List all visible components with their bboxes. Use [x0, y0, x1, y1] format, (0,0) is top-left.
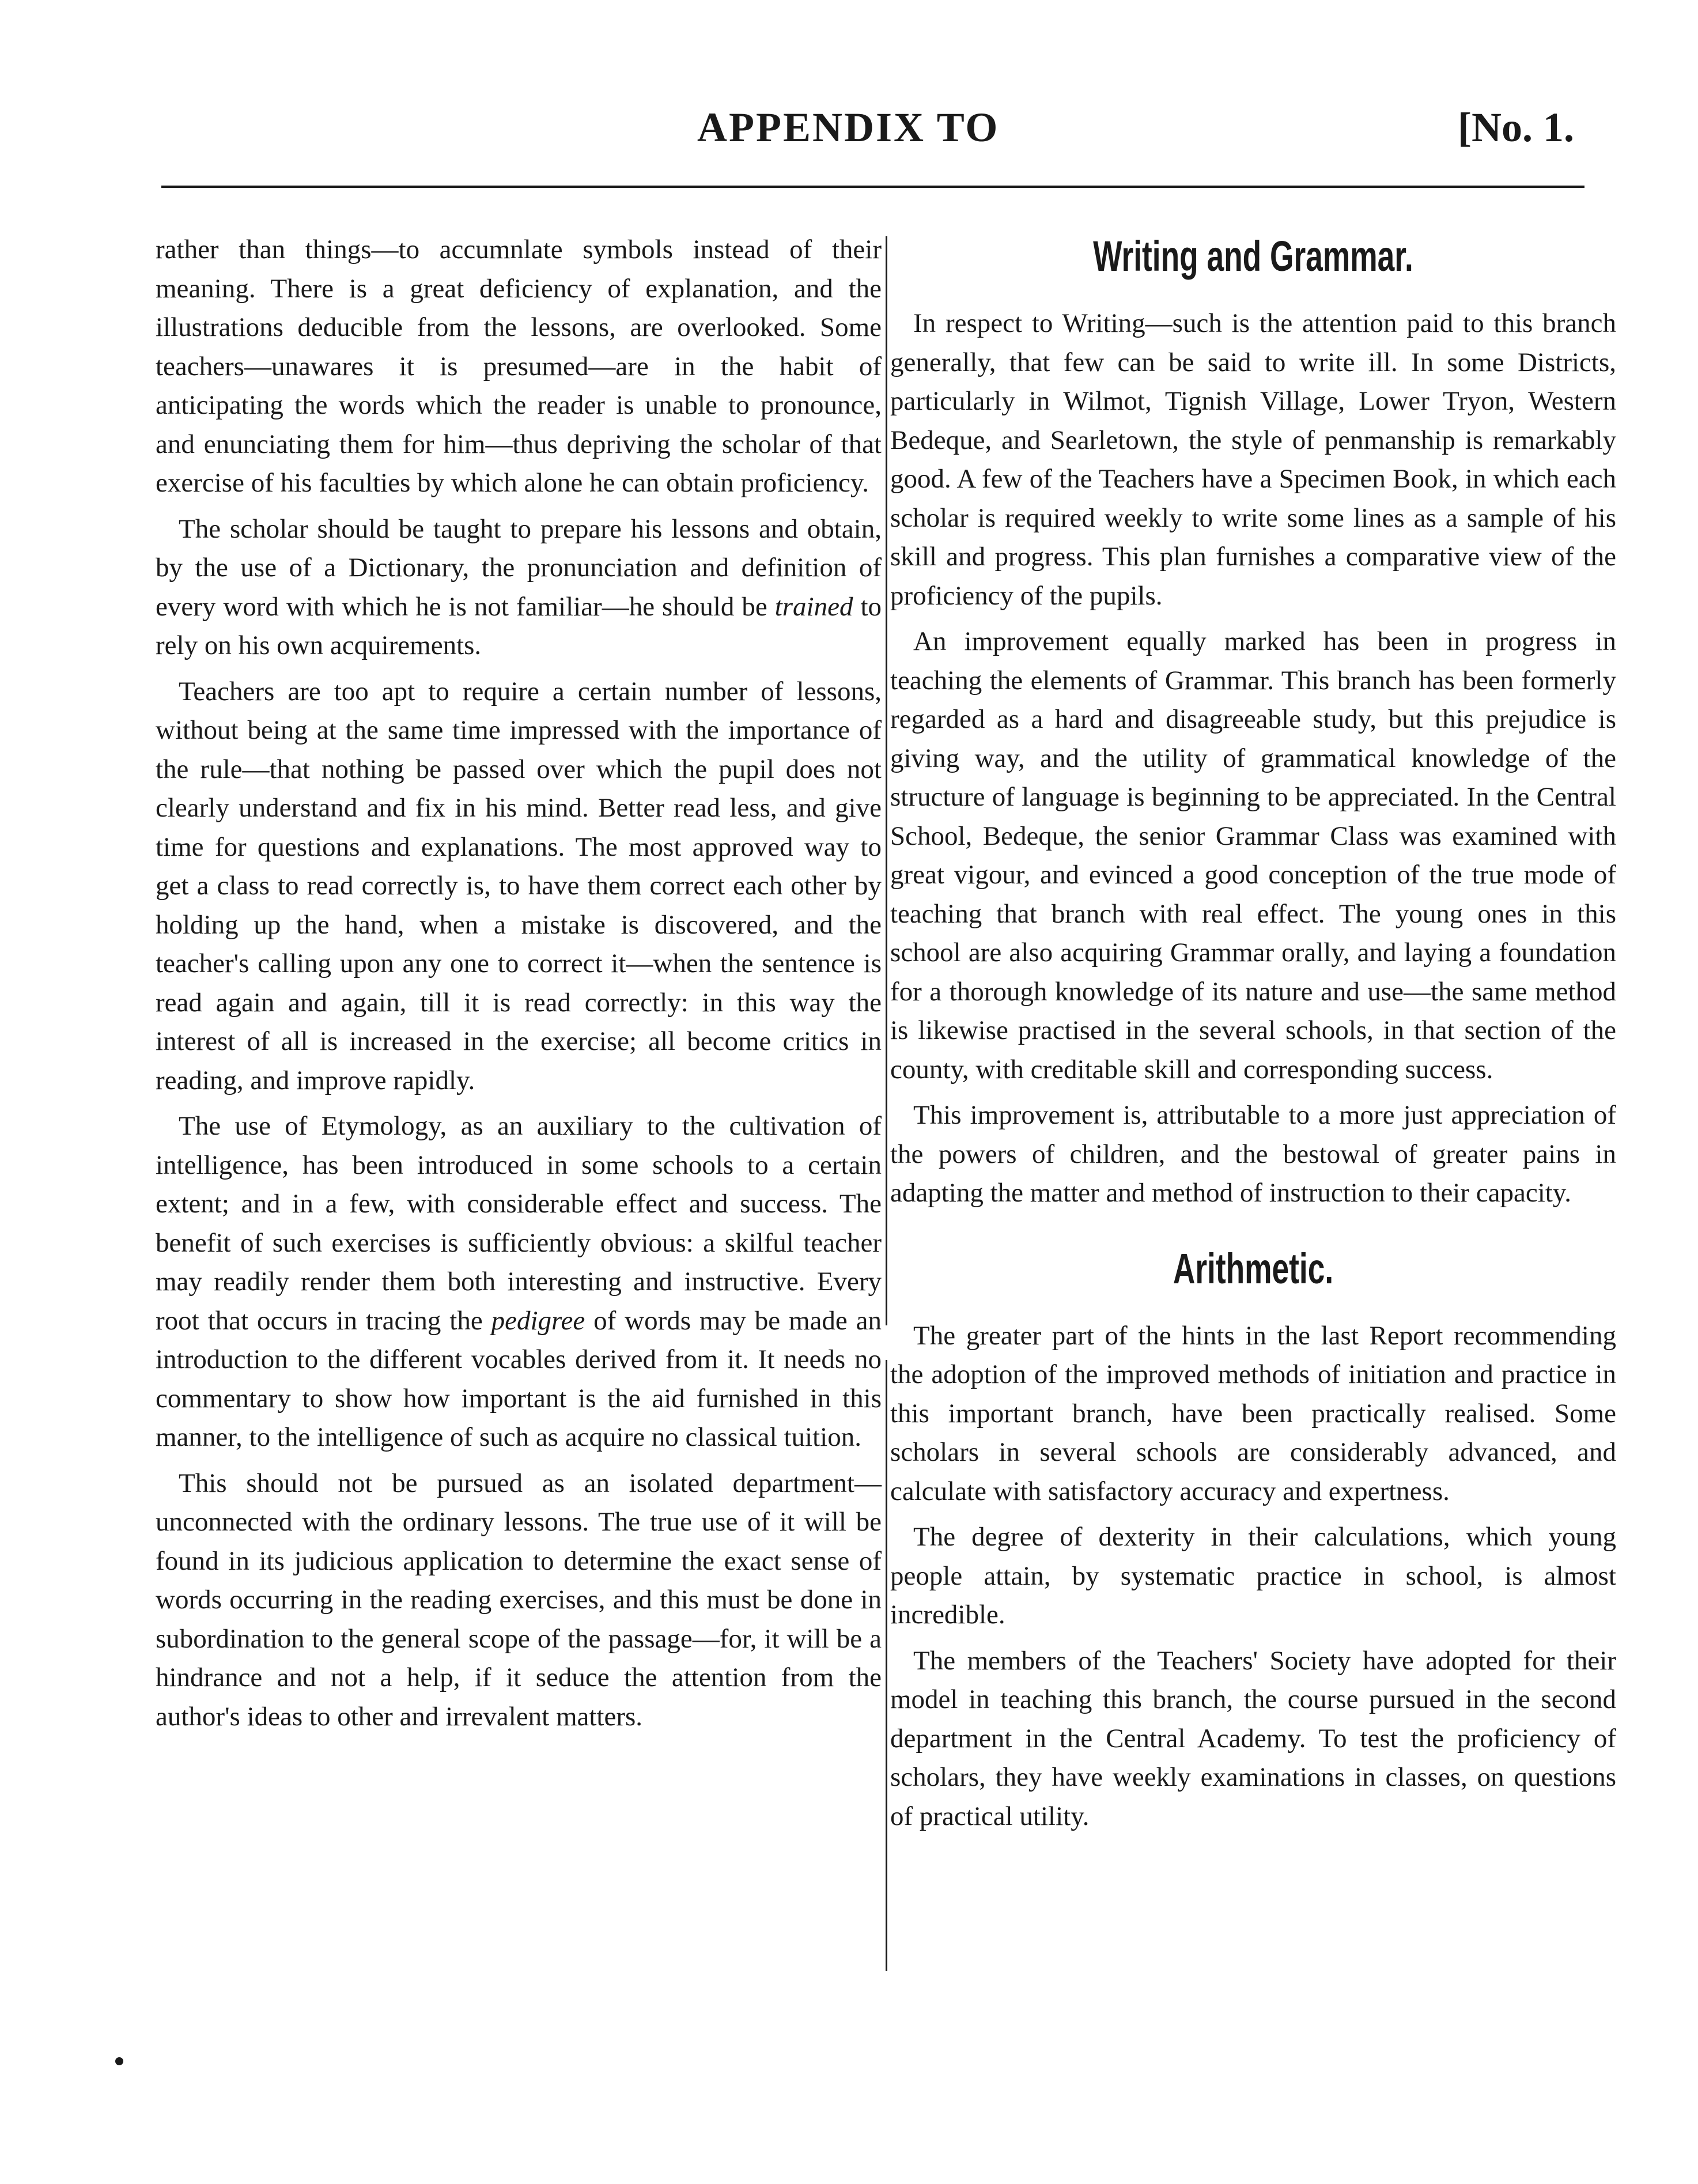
header-rule — [161, 186, 1584, 188]
emphasis-trained: trained — [774, 591, 853, 622]
paragraph-dictionary — [156, 510, 882, 666]
paragraph-text: The scholar should be taught to prepare his lessons and obtain, by the use of a Dictionary, the pronunciation and definition of every word with which he is not familiar—he should be — [156, 513, 882, 622]
paragraph-writing: In respect to Writing—such is the attention paid to this branch generally, that few can be said to write ill. In some Districts, particularly in Wilmot, Tignish Village, Lower Tryon, Western Bedeque, and Searletown, the style of penmanship is remarkably good. A few of the Teachers have a Specimen Book, in which each scholar is required weekly to write some lines as a sample of his skill and progress. This plan furnishes a comparative view of the proficiency of the pupils. — [890, 308, 1616, 611]
section-heading-writing-grammar: Writing and Grammar. — [1093, 232, 1413, 280]
ink-spot — [115, 2057, 123, 2065]
paragraph-text: The use of Etymology, as an auxiliary to the cultivation of intelligence, has been introduced in some schools to a certain extent; and in a few, with considerable effect and success. The benefit of such exercises is sufficiently obvious: a skilful teacher may readily render them both interesting and instructive. Every root that occurs in tracing the — [156, 1111, 882, 1336]
paragraph-teachers-society: The members of the Teachers' Society have adopted for their model in teaching this branch, the course pursued in the second department in the Central Academy. To test the proficiency of scholars, they have weekly examinations in classes, on questions of practical utility. — [890, 1645, 1616, 1831]
paragraph-etymology — [156, 1107, 882, 1457]
right-column — [890, 231, 1616, 1843]
page-number: [No. 1. — [1458, 104, 1574, 150]
section-heading-arithmetic: Arithmetic. — [1173, 1244, 1334, 1293]
paragraph-improvement: This improvement is, attributable to a more just appreciation of the powers of children, and the bestowal of greater pains in adapting the matter and method of instruction to their capacity. — [890, 1100, 1616, 1208]
running-header-title: APPENDIX TO — [697, 104, 1000, 150]
paragraph-text: to rely on his own acquirements. — [156, 591, 882, 660]
paragraph-grammar: An improvement equally marked has been in progress in teaching the elements of Grammar. This branch has been formerly regarded as a hard and disagreeable study, but this prejudice is giving way, and the utility of grammatical knowledge of the structure of language is beginning to be appreciated. In the Central School, Bedeque, the senior Grammar Class was examined with great vigour, and evinced a good conception of the true mode of teaching that branch with real effect. The young ones in this school are also acquiring Grammar orally, and laying a foundation for a thorough knowledge of its nature and use—the same method is likewise practised in the several schools, in that section of the county, with creditable skill and corresponding success. — [890, 626, 1616, 1085]
paragraph-continued: rather than things—to accumnlate symbols instead of their meaning. There is a great deficiency of explanation, and the illustrations deducible from the lessons, are overlooked. Some teachers—unawares it is presumed—are in the habit of anticipating the words which the reader is unable to pronounce, and enunciating them for him—thus depriving the scholar of that exercise of his faculties by which alone he can obtain proficiency. — [156, 235, 882, 498]
left-column — [156, 231, 882, 1743]
column-divider — [886, 236, 887, 1971]
emphasis-pedigree: pedigree — [491, 1305, 585, 1336]
paragraph-isolated-department: This should not be pursued as an isolated department—unconnected with the ordinary lessons. The true use of it will be found in its judicious application to determine the exact sense of words occurring in the reading exercises, and this must be done in subordination to the general scope of the passage—for, it will be a hindrance and not a help, if it seduce the attention from the author's ideas to other and irrevalent matters. — [156, 1468, 882, 1732]
paragraph-text: of words may be made an introduction to the different vocables derived from it. It needs no commentary to show how important is the aid furnished in this manner, to the intelligence of such as acquire no classical tuition. — [156, 1305, 882, 1452]
paragraph-dexterity: The degree of dexterity in their calculations, which young people attain, by systematic practice in school, is almost incredible. — [890, 1522, 1616, 1630]
column-divider-gap — [883, 1325, 890, 1360]
paragraph-arithmetic-hints: The greater part of the hints in the last Report recommending the adoption of the improved methods of initiation and practice in this important branch, have been practically realised. Some scholars in several schools are considerably advanced, and calculate with satisfactory accuracy and expertness. — [890, 1320, 1616, 1506]
paragraph-teachers: Teachers are too apt to require a certain number of lessons, without being at the same time impressed with the importance of the rule—that nothing be passed over which the pupil does not clearly understand and fix in his mind. Better read less, and give time for questions and explanations. The most approved way to get a class to read correctly is, to have them correct each other by holding up the hand, when a mistake is discovered, and the teacher's calling upon any one to correct it—when the sentence is read again and again, till it is read correctly: in this way the interest of all is increased in the exercise; all become critics in reading, and improve rapidly. — [156, 676, 882, 1095]
